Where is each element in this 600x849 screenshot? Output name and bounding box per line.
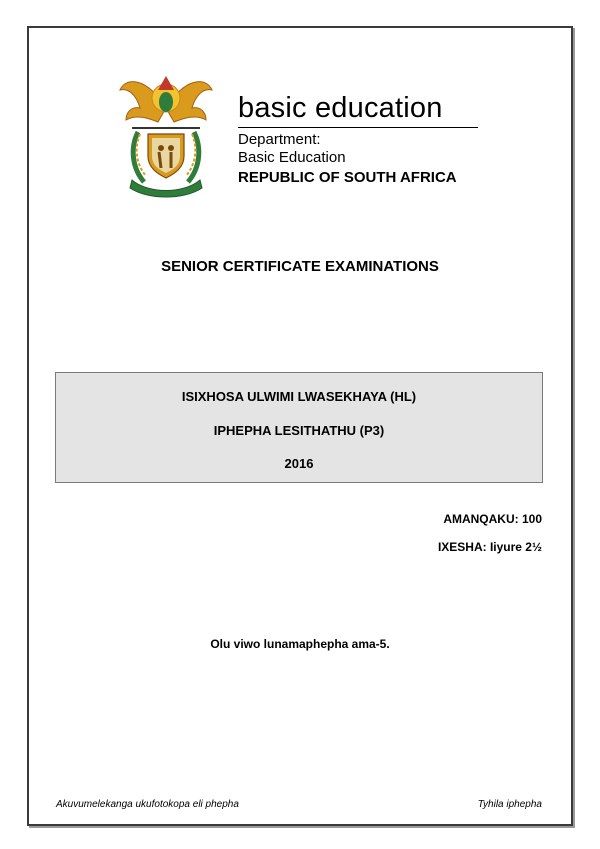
copyright-notice: Akuvumelekanga ukufotokopa eli phepha xyxy=(56,799,239,810)
brand-title: basic education xyxy=(238,92,478,128)
page-count-note: Olu viwo lunamaphepha ama-5. xyxy=(210,637,390,651)
coat-of-arms-icon xyxy=(118,68,214,200)
exam-year: 2016 xyxy=(284,456,314,471)
paper-number: IPHEPHA LESITHATHU (P3) xyxy=(213,423,385,438)
country-name: REPUBLIC OF SOUTH AFRICA xyxy=(238,169,457,186)
brand-block xyxy=(238,92,478,188)
turn-over-note: Tyhila iphepha xyxy=(477,799,542,810)
time-allowed: IXESHA: Iiyure 2½ xyxy=(437,540,542,554)
department-label: Department: xyxy=(238,131,321,148)
exam-title: SENIOR CERTIFICATE EXAMINATIONS xyxy=(161,258,439,275)
marks-total: AMANQAKU: 100 xyxy=(443,512,542,526)
subject-box xyxy=(55,372,543,483)
department-name: Basic Education xyxy=(238,149,346,166)
subject-name: ISIXHOSA ULWIMI LWASEKHAYA (HL) xyxy=(181,389,417,404)
